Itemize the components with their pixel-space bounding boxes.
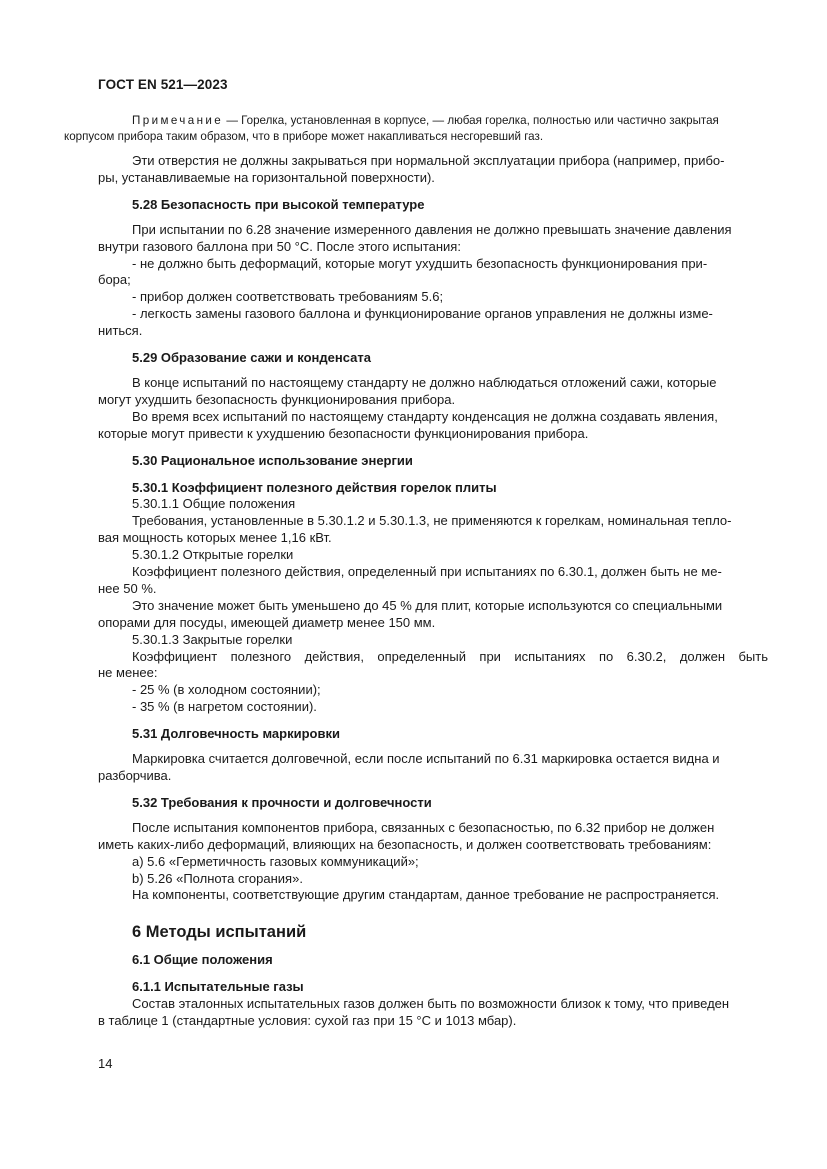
s532-paragraph2: На компоненты, соответствующие другим стандартам, данное требование не распространяется. [132,887,720,903]
s529-paragraph1-line2: могут ухудшить безопасность функционирования прибора. [98,391,456,407]
s53012-paragraph2-line2: опорами для посуды, имеющей диаметр менее 150 мм. [98,614,436,630]
note-text-line1: — Горелка, установленная в корпусе, — любая горелка, полностью или частично закрытая [223,114,719,127]
s53013-list-item-2: - 35 % (в нагретом состоянии). [132,699,317,715]
section-6-1-1-title: 6.1.1 Испытательные газы [132,979,304,995]
s53011-paragraph-line1: Требования, установленные в 5.30.1.2 и 5.30.1.3, не применяются к горелкам, номинальная тепло- [132,513,732,529]
document-code: ГОСТ EN 521—2023 [98,77,228,92]
s53012-paragraph1-line1: Коэффициент полезного действия, определенный при испытаниях по 6.30.1, должен быть не ме- [132,564,722,580]
page-content [64,113,768,1030]
s529-paragraph1-line1: В конце испытаний по настоящему стандарту не должно наблюдаться отложений сажи, которые [132,374,717,390]
s528-list-item-1-line2: бора; [98,272,131,288]
s528-paragraph-line2: внутри газового баллона при 50 °С. После этого испытания: [98,238,461,254]
section-5-30-1-1-title: 5.30.1.1 Общие положения [132,496,296,512]
section-5-30-1-3-title: 5.30.1.3 Закрытые горелки [132,631,293,647]
note-paragraph [64,113,768,145]
s611-paragraph-line2: в таблице 1 (стандартные условия: сухой газ при 15 °С и 1013 мбар). [98,1013,517,1029]
note-label: Примечание [132,114,224,127]
s531-paragraph-line2: разборчива. [98,768,172,783]
s529-paragraph2-line2: которые могут привести к ухудшению безопасности функционирования прибора. [98,425,589,441]
section-5-29-title: 5.29 Образование сажи и конденсата [132,350,371,366]
s528-list-item-2: - прибор должен соответствовать требованиям 5.6; [132,289,444,305]
section-6-1-title: 6.1 Общие положения [132,952,273,968]
s528-list-item-3-line2: ниться. [98,323,143,339]
section-5-28-title: 5.28 Безопасность при высокой температуре [132,196,425,212]
note-text-line2: корпусом прибора таким образом, что в приборе может накапливаться несгоревший газ. [64,130,544,143]
page-number: 14 [98,1056,113,1071]
paragraph-openings-line2: ры, устанавливаемые на горизонтальной поверхности). [98,169,435,185]
s53011-paragraph-line2: вая мощность которых менее 1,16 кВт. [98,530,332,546]
section-5-32-title: 5.32 Требования к прочности и долговечности [132,794,432,810]
s532-paragraph-line1: После испытания компонентов прибора, связанных с безопасностью, по 6.32 прибор не должен [132,819,715,835]
s532-list-item-b: b) 5.26 «Полнота сгорания». [132,870,303,886]
s611-paragraph-line1: Состав эталонных испытательных газов должен быть по возможности близок к тому, что приведен [132,996,730,1012]
section-5-31-title: 5.31 Долговечность маркировки [132,726,340,742]
section-5-30-title: 5.30 Рациональное использование энергии [132,452,413,468]
s53012-paragraph1-line2: нее 50 %. [98,580,157,596]
s528-paragraph-line1: При испытании по 6.28 значение измеренного давления не должно превышать значение давления [132,221,732,237]
s528-list-item-1-line1: - не должно быть деформаций, которые могут ухудшить безопасность функционирования при- [132,255,708,271]
paragraph-openings-line1: Эти отверстия не должны закрываться при нормальной эксплуатации прибора (например, прибо- [132,153,725,168]
s532-list-item-a: a) 5.6 «Герметичность газовых коммуникаций»; [132,853,419,869]
s529-paragraph2-line1: Во время всех испытаний по настоящему стандарту конденсация не должна создавать явления, [132,408,718,424]
s53013-paragraph-line1: Коэффициент полезного действия, определенный при испытаниях по 6.30.2, должен быть [132,648,768,664]
s53012-paragraph2-line1: Это значение может быть уменьшено до 45 % для плит, которые используются со специальными [132,597,723,613]
s531-paragraph-line1: Маркировка считается долговечной, если после испытаний по 6.31 маркировка остается видна и [132,751,720,767]
s53013-list-item-1: - 25 % (в холодном состоянии); [132,682,321,698]
section-5-30-1-2-title: 5.30.1.2 Открытые горелки [132,547,294,563]
s53013-paragraph-line2: не менее: [98,665,158,681]
s532-paragraph-line2: иметь каких-либо деформаций, влияющих на безопасность, и должен соответствовать требованиям: [98,836,712,852]
section-5-30-1-title: 5.30.1 Коэффициент полезного действия горелок плиты [132,479,497,495]
section-6-title: 6 Методы испытаний [132,923,307,942]
s528-list-item-3-line1: - легкость замены газового баллона и функционирование органов управления не должны изме- [132,306,713,322]
